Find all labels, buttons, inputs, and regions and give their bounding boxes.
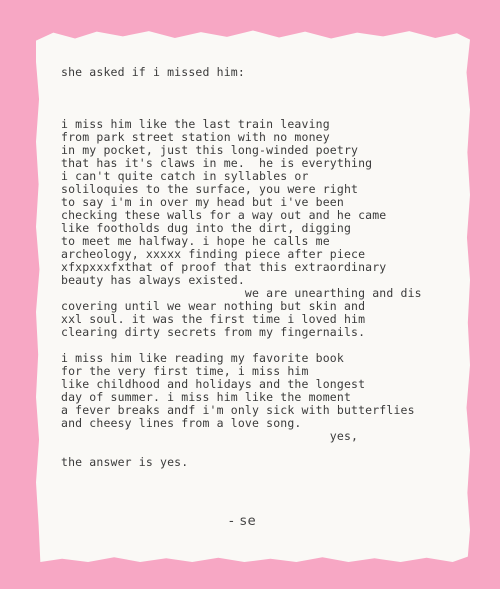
handwritten-signature: - se: [229, 514, 257, 529]
typewritten-poem: she asked if i missed him: i miss him like the last train leaving from park street station with no money in my pocket, just this long-winded poetry that has it's claws in me. he is everything i can't quite catch in syllables or soliloquies to the surface, you were right to say i'm in over my head but i've been checking these walls for a way out and he came like footholds dug into the dirt, digging to meet me halfway. i hope he calls me archeology, xxxxx finding piece after piece xfxpxxxfxthat of proof that this extraordinary beauty has always existed. we are unearthing and dis covering until we wear nothing but skin and xxl soul. it was the first time i loved him clearing dirty secrets from my fingernails. i miss him like reading my favorite book for the very first time, i miss him like childhood and holidays and the longest day of summer. i miss him like the moment a fever breaks andf i'm only sick with butterflies and cheesy lines from a love song. yes, the answer is yes.: [61, 65, 422, 469]
